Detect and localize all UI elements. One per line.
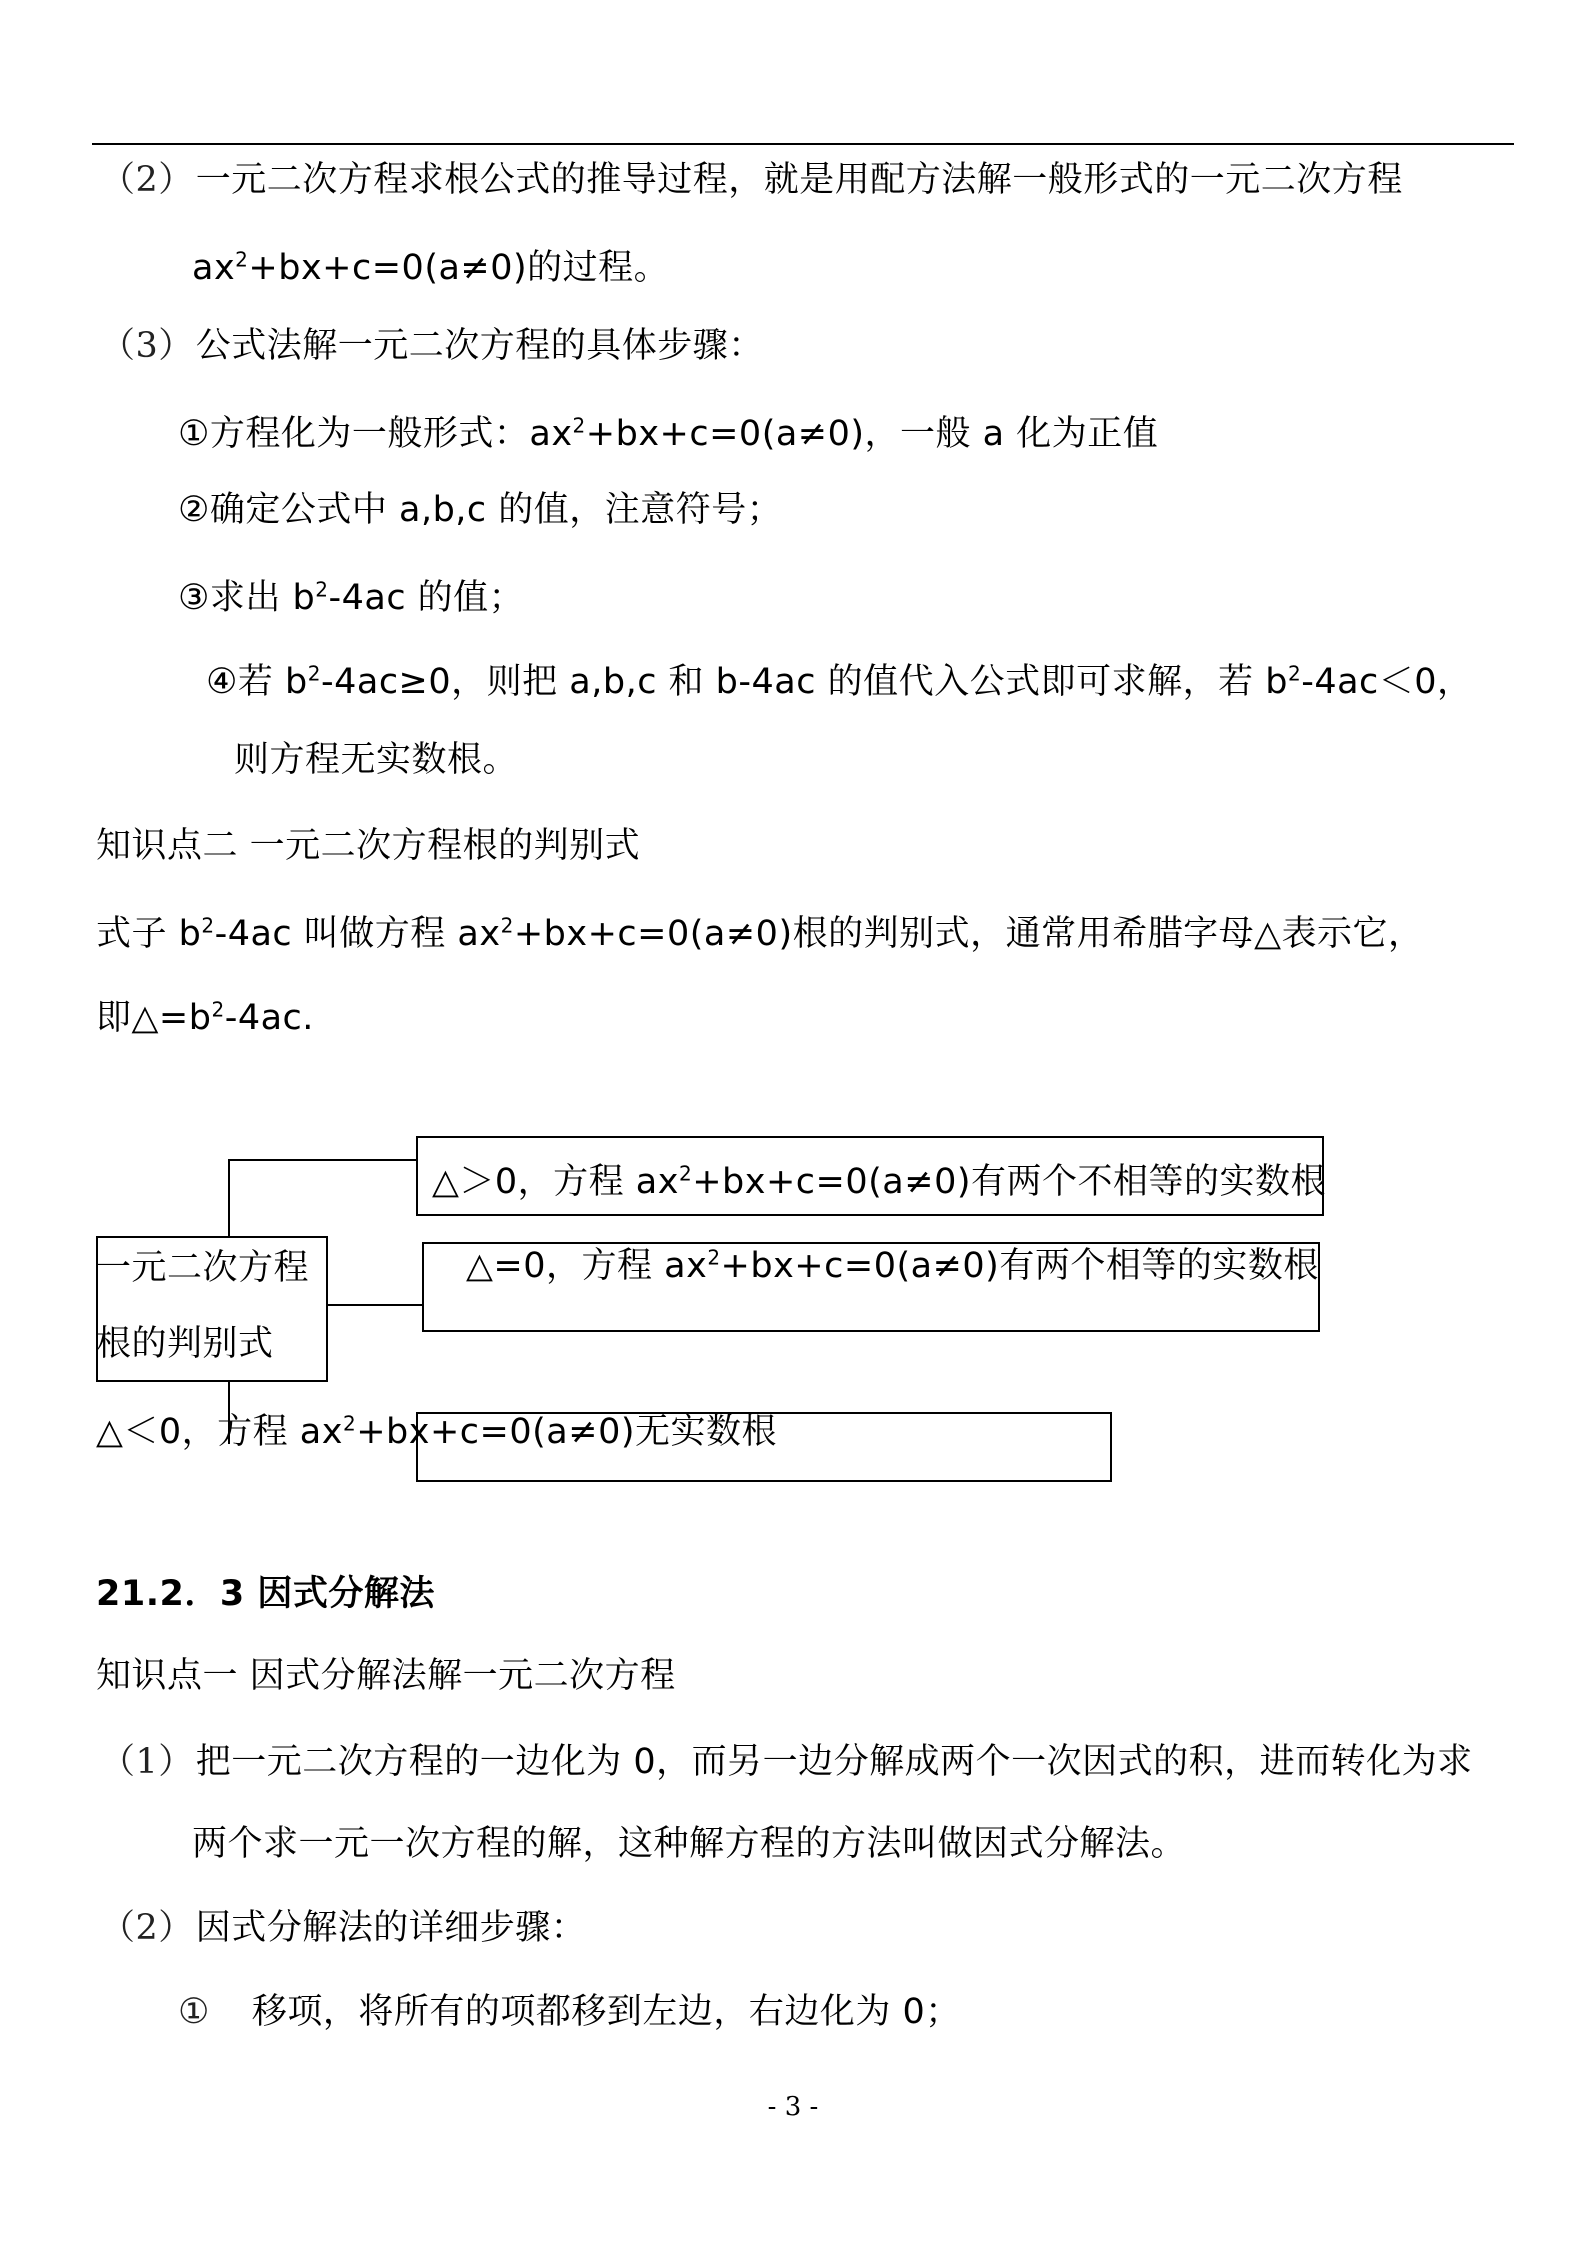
step-4-line1: ④若 $b^2-4ac\ge 0$，则把 a,b,c 和 b-4ac 的值代入公式即可求解，若 $b^2-4ac<0$， (206, 661, 1473, 702)
item-number: （2） (100, 1908, 194, 1948)
factor-item-2-line: （2）因式分解法的详细步骤： (100, 1908, 587, 1948)
diagram-label-negative: △＜0，方程 $ax^2+bx+c=0(a\ne 0)$无实数根 (96, 1411, 777, 1452)
page-number: - 3 - (767, 2092, 819, 2122)
step-2: ②确定公式中 a,b,c 的值，注意符号； (178, 490, 783, 530)
header-rule (92, 143, 1514, 145)
connector-up-vertical (228, 1159, 230, 1238)
item-number: （2） (100, 160, 194, 200)
factor-step-1: ① 移项，将所有的项都移到左边，右边化为 0； (178, 1992, 961, 2032)
diagram-root-label-1: 一元二次方程 (96, 1248, 310, 1288)
discriminant-formula: 即$\triangle=b^2-4ac$. (96, 997, 314, 1038)
step-number: ① (178, 1992, 210, 2032)
discriminant-definition: 式子 $b^2-4ac$ 叫做方程 $ax^2+bx+c=0(a\ne 0)$根的判别式，通常用希腊字母△表示它， (96, 913, 1424, 954)
item-number: （3） (100, 326, 194, 366)
factor-item-1-line1: （1）把一元二次方程的一边化为 0，而另一边分解成两个一次因式的积，进而转化为求 (100, 1742, 1473, 1782)
step-3: ③求出 $b^2-4ac$ 的值； (178, 577, 525, 618)
diagram-label-zero: △=0，方程 $ax^2+bx+c=0(a\ne 0)$有两个相等的实数根 (466, 1245, 1319, 1286)
diagram-label-positive: △＞0，方程 $ax^2+bx+c=0(a\ne 0)$有两个不相等的实数根 (432, 1161, 1326, 1202)
diagram-root-label-2: 根的判别式 (96, 1324, 274, 1364)
section-title: 21.2．3 因式分解法 (96, 1574, 435, 1614)
factor-item-1-line2: 两个求一元一次方程的解，这种解方程的方法叫做因式分解法。 (192, 1824, 1187, 1864)
knowledge-point-2-title: 知识点二 一元二次方程根的判别式 (96, 826, 641, 866)
connector-up-horizontal (228, 1159, 418, 1161)
step-4-line2: 则方程无实数根。 (234, 740, 519, 780)
item-2-line2: $ax^2+bx+c=0(a\ne 0)$的过程。 (192, 247, 670, 288)
item-3-line: （3）公式法解一元二次方程的具体步骤： (100, 326, 764, 366)
connector-mid-horizontal (328, 1304, 424, 1306)
step-1: ①方程化为一般形式：$ax^2+bx+c=0(a\ne 0)$，一般 a 化为正值 (178, 413, 1159, 454)
item-2-line1: （2）一元二次方程求根公式的推导过程，就是用配方法解一般形式的一元二次方程 (100, 160, 1403, 200)
item-number: （1） (100, 1742, 194, 1782)
knowledge-point-1-title: 知识点一 因式分解法解一元二次方程 (96, 1656, 676, 1696)
